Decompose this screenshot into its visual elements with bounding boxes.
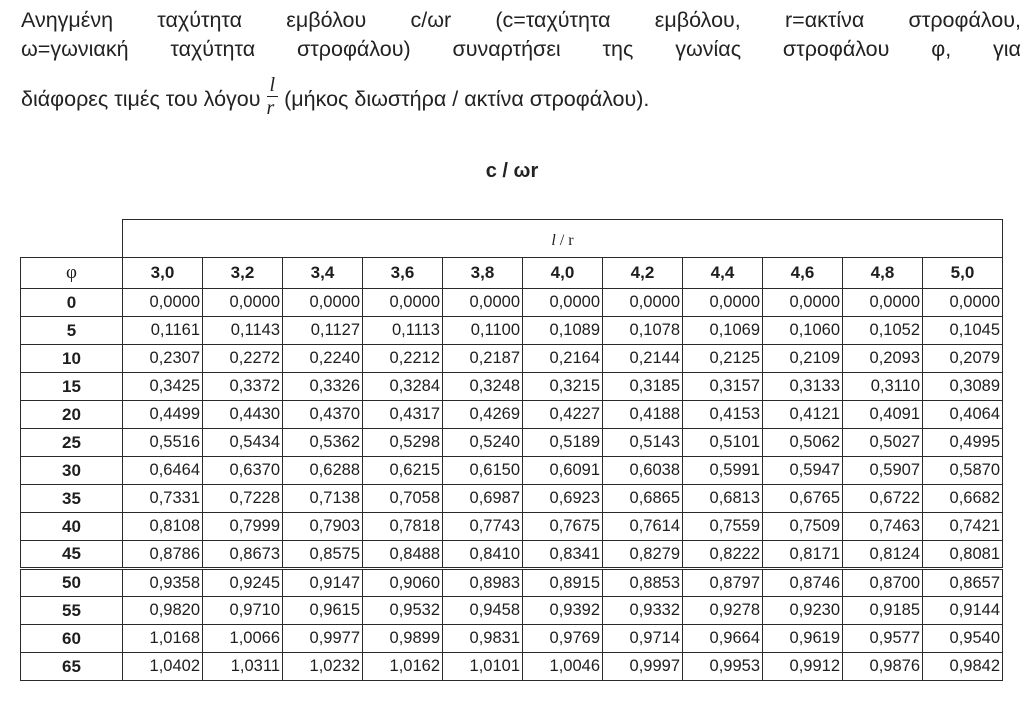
value-cell: 0,2109: [763, 345, 843, 373]
value-cell: 0,1089: [523, 317, 603, 345]
value-cell: 0,9458: [443, 597, 523, 625]
value-cell: 0,9842: [923, 653, 1003, 681]
value-cell: 1,0402: [123, 653, 203, 681]
column-header: 3,2: [203, 258, 283, 289]
value-cell: 0,9144: [923, 597, 1003, 625]
value-cell: 0,6215: [363, 457, 443, 485]
value-cell: 0,0000: [363, 289, 443, 317]
table-row: [21, 289, 1003, 317]
value-cell: 0,1052: [843, 317, 923, 345]
value-cell: 0,9540: [923, 625, 1003, 653]
value-cell: 0,9230: [763, 597, 843, 625]
value-cell: 0,4188: [603, 401, 683, 429]
phi-cell: 5: [21, 317, 123, 345]
value-cell: 0,1060: [763, 317, 843, 345]
value-cell: 0,6722: [843, 485, 923, 513]
value-cell: 0,6923: [523, 485, 603, 513]
value-cell: 0,5947: [763, 457, 843, 485]
value-cell: 0,8575: [283, 541, 363, 569]
table-row: [21, 513, 1003, 541]
phi-cell: 0: [21, 289, 123, 317]
table-row: [21, 373, 1003, 401]
value-cell: 0,9714: [603, 625, 683, 653]
ratio-group-header: [123, 220, 1003, 258]
value-cell: 0,4153: [683, 401, 763, 429]
velocity-table: [20, 219, 1003, 681]
value-cell: 0,9185: [843, 597, 923, 625]
value-cell: 0,9332: [603, 597, 683, 625]
phi-cell: 60: [21, 625, 123, 653]
value-cell: 0,3110: [843, 373, 923, 401]
value-cell: 0,1045: [923, 317, 1003, 345]
value-cell: 0,5101: [683, 429, 763, 457]
phi-cell: 65: [21, 653, 123, 681]
column-header: 3,8: [443, 258, 523, 289]
value-cell: 0,0000: [443, 289, 523, 317]
phi-cell: 45: [21, 541, 123, 569]
value-cell: 0,7058: [363, 485, 443, 513]
value-cell: 0,5362: [283, 429, 363, 457]
value-cell: 0,5516: [123, 429, 203, 457]
value-cell: 0,8700: [843, 569, 923, 597]
column-header-row: [21, 258, 1003, 289]
value-cell: 0,9769: [523, 625, 603, 653]
value-cell: 0,8488: [363, 541, 443, 569]
column-header: 4,2: [603, 258, 683, 289]
value-cell: 0,6987: [443, 485, 523, 513]
value-cell: 0,7463: [843, 513, 923, 541]
value-cell: 0,2164: [523, 345, 603, 373]
value-cell: 0,8124: [843, 541, 923, 569]
value-cell: 0,5240: [443, 429, 523, 457]
value-cell: 0,2240: [283, 345, 363, 373]
value-cell: 0,5298: [363, 429, 443, 457]
table-row: [21, 485, 1003, 513]
value-cell: 1,0168: [123, 625, 203, 653]
column-header: 3,0: [123, 258, 203, 289]
value-cell: 0,7228: [203, 485, 283, 513]
value-cell: 0,7743: [443, 513, 523, 541]
value-cell: 0,8171: [763, 541, 843, 569]
intro-paragraph: [21, 6, 1021, 123]
value-cell: 0,4430: [203, 401, 283, 429]
value-cell: 0,5189: [523, 429, 603, 457]
table-row: [21, 653, 1003, 681]
value-cell: 0,8341: [523, 541, 603, 569]
value-cell: 0,4121: [763, 401, 843, 429]
column-header: 4,6: [763, 258, 843, 289]
value-cell: 0,1127: [283, 317, 363, 345]
column-header: 3,6: [363, 258, 443, 289]
phi-cell: 30: [21, 457, 123, 485]
value-cell: 0,0000: [683, 289, 763, 317]
value-cell: 1,0066: [203, 625, 283, 653]
value-cell: 0,9997: [603, 653, 683, 681]
value-cell: 0,0000: [123, 289, 203, 317]
value-cell: 0,8915: [523, 569, 603, 597]
column-header: 4,4: [683, 258, 763, 289]
value-cell: 0,2307: [123, 345, 203, 373]
value-cell: 0,6288: [283, 457, 363, 485]
value-cell: 0,0000: [283, 289, 363, 317]
value-cell: 0,6370: [203, 457, 283, 485]
value-cell: 0,4317: [363, 401, 443, 429]
value-cell: 0,3248: [443, 373, 523, 401]
value-cell: 0,4227: [523, 401, 603, 429]
column-header: 3,4: [283, 258, 363, 289]
value-cell: 0,9147: [283, 569, 363, 597]
value-cell: 0,5870: [923, 457, 1003, 485]
intro-line-1: Ανηγμένη ταχύτητα εμβόλου c/ωr (c=ταχύτητα εμβόλου, r=ακτίνα στροφάλου,: [21, 8, 1021, 32]
value-cell: 0,9358: [123, 569, 203, 597]
column-header: 4,0: [523, 258, 603, 289]
column-header: 5,0: [923, 258, 1003, 289]
value-cell: 0,0000: [603, 289, 683, 317]
phi-cell: 35: [21, 485, 123, 513]
value-cell: 0,9245: [203, 569, 283, 597]
table-row: [21, 625, 1003, 653]
value-cell: 0,1161: [123, 317, 203, 345]
value-cell: 0,0000: [763, 289, 843, 317]
value-cell: 0,2212: [363, 345, 443, 373]
value-cell: 0,5062: [763, 429, 843, 457]
value-cell: 0,9899: [363, 625, 443, 653]
table-row: [21, 541, 1003, 569]
value-cell: 0,1143: [203, 317, 283, 345]
fraction-denominator: r: [266, 97, 275, 119]
value-cell: 0,3372: [203, 373, 283, 401]
value-cell: 0,4269: [443, 401, 523, 429]
value-cell: 0,4091: [843, 401, 923, 429]
intro-line-3: [21, 74, 1021, 123]
value-cell: 0,9912: [763, 653, 843, 681]
value-cell: 0,1100: [443, 317, 523, 345]
phi-cell: 15: [21, 373, 123, 401]
value-cell: 0,7818: [363, 513, 443, 541]
value-cell: 1,0162: [363, 653, 443, 681]
value-cell: 1,0232: [283, 653, 363, 681]
ratio-l: l: [551, 231, 556, 249]
intro-line-3-start: διάφορες τιμές του λόγου: [21, 87, 261, 112]
value-cell: 0,6813: [683, 485, 763, 513]
value-cell: 0,7675: [523, 513, 603, 541]
value-cell: 0,7614: [603, 513, 683, 541]
value-cell: 0,3157: [683, 373, 763, 401]
value-cell: 0,2125: [683, 345, 763, 373]
value-cell: 0,5907: [843, 457, 923, 485]
value-cell: 0,8081: [923, 541, 1003, 569]
value-cell: 0,9831: [443, 625, 523, 653]
table-row: [21, 597, 1003, 625]
phi-cell: 20: [21, 401, 123, 429]
value-cell: 0,6765: [763, 485, 843, 513]
value-cell: 0,2093: [843, 345, 923, 373]
phi-cell: 55: [21, 597, 123, 625]
value-cell: 0,1078: [603, 317, 683, 345]
value-cell: 0,2079: [923, 345, 1003, 373]
value-cell: 1,0101: [443, 653, 523, 681]
value-cell: 0,1113: [363, 317, 443, 345]
value-cell: 0,3326: [283, 373, 363, 401]
value-cell: 0,3215: [523, 373, 603, 401]
table-title: c / ωr: [485, 160, 539, 182]
value-cell: 0,8673: [203, 541, 283, 569]
table-row: [21, 569, 1003, 597]
value-cell: 0,3185: [603, 373, 683, 401]
value-cell: 0,7999: [203, 513, 283, 541]
value-cell: 0,8797: [683, 569, 763, 597]
phi-cell: 10: [21, 345, 123, 373]
value-cell: 0,8279: [603, 541, 683, 569]
value-cell: 0,7509: [763, 513, 843, 541]
table-row: [21, 317, 1003, 345]
phi-cell: 50: [21, 569, 123, 597]
value-cell: 0,9532: [363, 597, 443, 625]
value-cell: 0,3425: [123, 373, 203, 401]
value-cell: 0,6091: [523, 457, 603, 485]
value-cell: 0,4370: [283, 401, 363, 429]
value-cell: 0,3089: [923, 373, 1003, 401]
value-cell: 0,6150: [443, 457, 523, 485]
value-cell: 0,8786: [123, 541, 203, 569]
ratio-sep: /: [555, 231, 569, 249]
value-cell: 0,1069: [683, 317, 763, 345]
group-header-row: [21, 220, 1003, 258]
ratio-fraction: [267, 74, 279, 119]
table-row: [21, 457, 1003, 485]
value-cell: 0,8222: [683, 541, 763, 569]
value-cell: 0,4499: [123, 401, 203, 429]
table-row: [21, 345, 1003, 373]
intro-line-2: ω=γωνιακή ταχύτητα στροφάλου) συναρτήσει της γωνίας στροφάλου φ, για: [21, 37, 1021, 61]
value-cell: 0,9060: [363, 569, 443, 597]
value-cell: 0,5991: [683, 457, 763, 485]
value-cell: 0,0000: [843, 289, 923, 317]
value-cell: 0,7559: [683, 513, 763, 541]
fraction-numerator: l: [267, 74, 279, 97]
value-cell: 0,9820: [123, 597, 203, 625]
value-cell: 0,8657: [923, 569, 1003, 597]
value-cell: 0,8410: [443, 541, 523, 569]
value-cell: 0,2187: [443, 345, 523, 373]
phi-header: φ: [21, 258, 123, 289]
value-cell: 0,9876: [843, 653, 923, 681]
value-cell: 0,9577: [843, 625, 923, 653]
value-cell: 0,6865: [603, 485, 683, 513]
value-cell: 0,9664: [683, 625, 763, 653]
value-cell: 0,9392: [523, 597, 603, 625]
column-header: 4,8: [843, 258, 923, 289]
table-row: [21, 429, 1003, 457]
corner-blank: [21, 220, 123, 258]
value-cell: 0,6038: [603, 457, 683, 485]
value-cell: 0,6682: [923, 485, 1003, 513]
value-cell: 1,0311: [203, 653, 283, 681]
value-cell: 0,3133: [763, 373, 843, 401]
ratio-r: r: [568, 231, 574, 249]
value-cell: 0,0000: [203, 289, 283, 317]
value-cell: 0,5027: [843, 429, 923, 457]
value-cell: 1,0046: [523, 653, 603, 681]
value-cell: 0,5434: [203, 429, 283, 457]
value-cell: 0,6464: [123, 457, 203, 485]
value-cell: 0,7331: [123, 485, 203, 513]
value-cell: 0,9615: [283, 597, 363, 625]
value-cell: 0,0000: [523, 289, 603, 317]
value-cell: 0,4995: [923, 429, 1003, 457]
value-cell: 0,9953: [683, 653, 763, 681]
value-cell: 0,2272: [203, 345, 283, 373]
value-cell: 0,9977: [283, 625, 363, 653]
value-cell: 0,7138: [283, 485, 363, 513]
table-row: [21, 401, 1003, 429]
value-cell: 0,7903: [283, 513, 363, 541]
value-cell: 0,8983: [443, 569, 523, 597]
value-cell: 0,8853: [603, 569, 683, 597]
value-cell: 0,9278: [683, 597, 763, 625]
value-cell: 0,7421: [923, 513, 1003, 541]
value-cell: 0,5143: [603, 429, 683, 457]
value-cell: 0,8108: [123, 513, 203, 541]
value-cell: 0,9619: [763, 625, 843, 653]
value-cell: 0,9710: [203, 597, 283, 625]
value-cell: 0,3284: [363, 373, 443, 401]
value-cell: 0,2144: [603, 345, 683, 373]
value-cell: 0,0000: [923, 289, 1003, 317]
value-cell: 0,8746: [763, 569, 843, 597]
value-cell: 0,4064: [923, 401, 1003, 429]
phi-cell: 25: [21, 429, 123, 457]
phi-cell: 40: [21, 513, 123, 541]
table-body: [21, 289, 1003, 681]
intro-line-3-end: (μήκος διωστήρα / ακτίνα στροφάλου).: [284, 87, 650, 112]
